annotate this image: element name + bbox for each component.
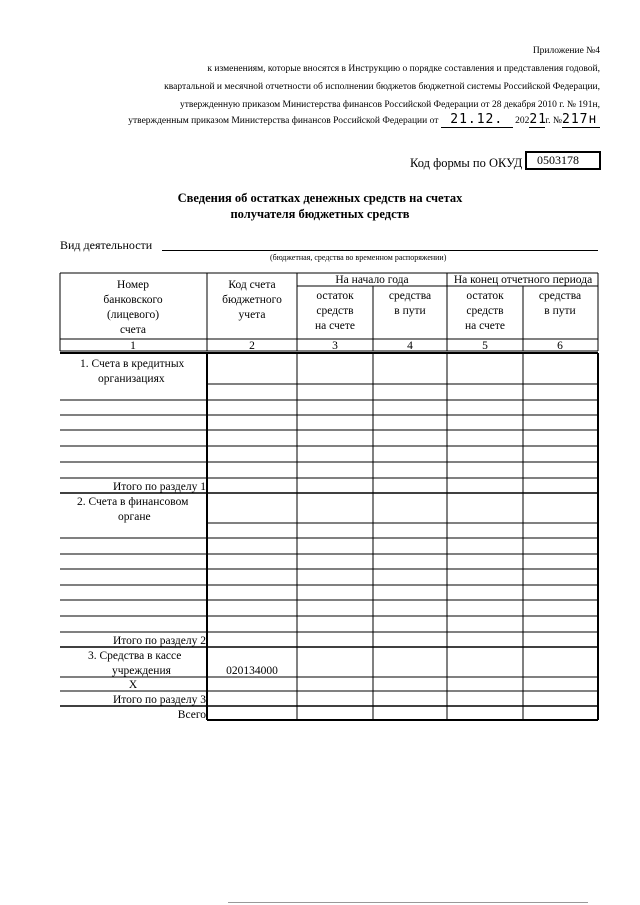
section2-label-2: органе — [118, 511, 151, 523]
header-line-2: квартальной и месячной отчетности об исполнении бюджетов бюджетной системы Российской Федерации, — [164, 82, 600, 92]
number-label: г. № — [545, 116, 562, 126]
table-header-text — [103, 274, 592, 352]
col-number-2: 2 — [249, 340, 255, 352]
section2-label-1: 2. Счета в финансовом — [77, 496, 189, 508]
col5-header-3: на счете — [464, 320, 506, 332]
section3-code: 020134000 — [226, 665, 278, 677]
col2-header-2: бюджетного — [222, 294, 282, 306]
form-title-line-1: Сведения об остатках денежных средств на счетах — [177, 191, 463, 205]
col4-header-2: в пути — [394, 305, 426, 317]
group-end-period: На конец отчетного периода — [453, 274, 593, 286]
col-number-6: 6 — [557, 340, 563, 352]
col5-header-2: средств — [466, 305, 504, 317]
section3-label-2: учреждения — [112, 665, 171, 677]
col1-header-3: (лицевого) — [106, 309, 160, 321]
order-date: 21.12. — [441, 112, 513, 128]
table-row-labels — [77, 358, 278, 721]
total-label: Всего — [177, 709, 206, 721]
col1-header-1: Номер — [117, 279, 149, 291]
col4-header-1: средства — [388, 290, 432, 302]
col1-header-2: банковского — [103, 294, 163, 306]
year-suffix: 21 — [529, 112, 548, 127]
header-line-1: к изменениям, которые вносятся в Инструкцию о порядке составления и представления годовой, — [207, 64, 600, 74]
subtotal2-label: Итого по разделу 2 — [112, 635, 206, 647]
col-number-1: 1 — [130, 340, 136, 352]
appendix-label: Приложение №4 — [532, 46, 600, 56]
subtotal3-label: Итого по разделу 3 — [112, 694, 206, 706]
col2-header-1: Код счета — [228, 279, 276, 291]
col2-header-3: учета — [238, 309, 266, 321]
section3-label-1: 3. Средства в кассе — [88, 650, 182, 662]
okud-code: 0503178 — [525, 151, 601, 170]
col3-header-1: остаток — [316, 290, 354, 302]
col-number-4: 4 — [407, 340, 413, 352]
form-title-line-2: получателя бюджетных средств — [230, 207, 410, 221]
col1-header-4: счета — [119, 324, 147, 336]
section1-label-1: 1. Счета в кредитных — [80, 358, 185, 370]
header-line-4-prefix: утвержденным приказом Министерства финансов Российской Федерации от — [128, 116, 439, 126]
activity-label: Вид деятельности — [60, 238, 153, 252]
col5-header-1: остаток — [466, 290, 504, 302]
col-number-5: 5 — [482, 340, 488, 352]
header-line-3: утвержденную приказом Министерства финансов Российской Федерации от 28 декабря 2010 г. № 191н, — [180, 100, 600, 110]
scan-edge-line — [228, 902, 588, 903]
year-prefix: 202 — [515, 116, 530, 126]
col6-header-1: средства — [538, 290, 582, 302]
subtotal1-label: Итого по разделу 1 — [112, 481, 206, 493]
section1-label-2: организациях — [98, 373, 165, 385]
x-mark: X — [128, 679, 138, 691]
group-start-year: На начало года — [335, 274, 409, 286]
okud-label: Код формы по ОКУД — [410, 156, 523, 170]
order-number: 217н — [562, 112, 600, 128]
col6-header-2: в пути — [544, 305, 576, 317]
activity-hint: (бюджетная, средства во временном распоряжении) — [270, 253, 447, 262]
col3-header-3: на счете — [314, 320, 356, 332]
col3-header-2: средств — [316, 305, 354, 317]
col-number-3: 3 — [332, 340, 338, 352]
